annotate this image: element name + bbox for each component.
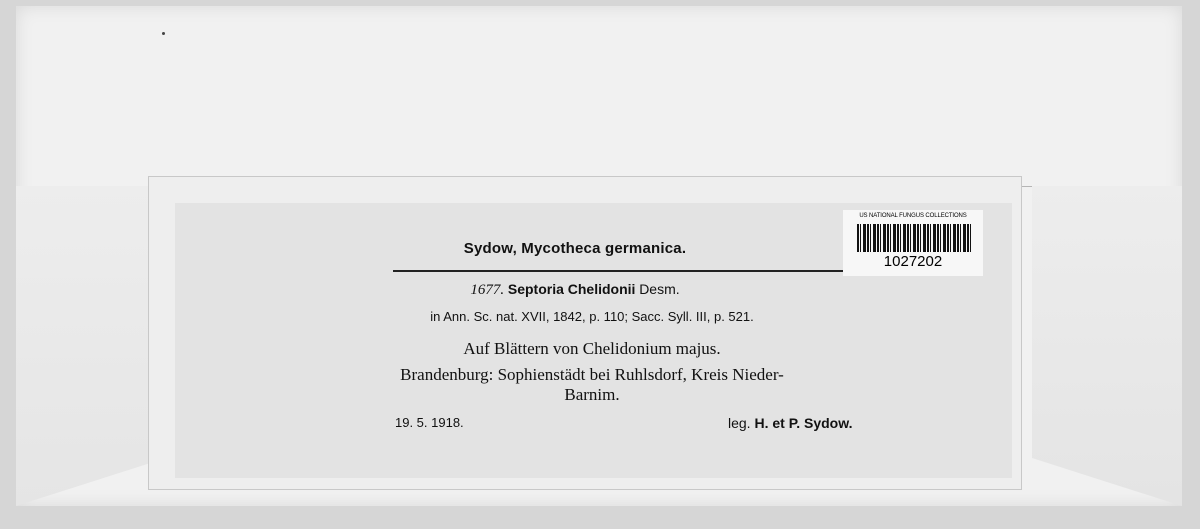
exsiccata-title: Sydow, Mycotheca germanica. xyxy=(463,240,687,257)
locality-line-1: Brandenburg: Sophienstädt bei Ruhlsdorf, Kreis Nieder- xyxy=(400,365,784,384)
locality xyxy=(175,365,1009,405)
collector xyxy=(728,415,853,431)
envelope-flap-right xyxy=(1032,186,1182,506)
collector-names: H. et P. Sydow. xyxy=(754,415,853,431)
collector-prefix: leg. xyxy=(728,415,751,431)
dust-speck xyxy=(162,32,165,35)
barcode-collection-name: US NATIONAL FUNGUS COLLECTIONS xyxy=(859,213,967,219)
collection-date: 19. 5. 1918. xyxy=(395,415,464,430)
species-author: Desm. xyxy=(639,281,680,297)
header-rule xyxy=(393,270,845,272)
host-text: Auf Blättern von Chelidonium majus. xyxy=(463,339,721,358)
species-line xyxy=(175,281,975,299)
barcode-label xyxy=(843,210,983,276)
species-name: Septoria Chelidonii xyxy=(507,281,636,297)
locality-line-2: Barnim. xyxy=(564,385,620,404)
citation: in Ann. Sc. nat. XVII, 1842, p. 110; Sacc. Syll. III, p. 521. xyxy=(430,309,754,324)
barcode-number: 1027202 xyxy=(883,253,943,270)
barcode-bars xyxy=(857,224,971,252)
envelope-flap-left xyxy=(16,186,166,506)
exsiccata-number: 1677. xyxy=(470,282,505,298)
